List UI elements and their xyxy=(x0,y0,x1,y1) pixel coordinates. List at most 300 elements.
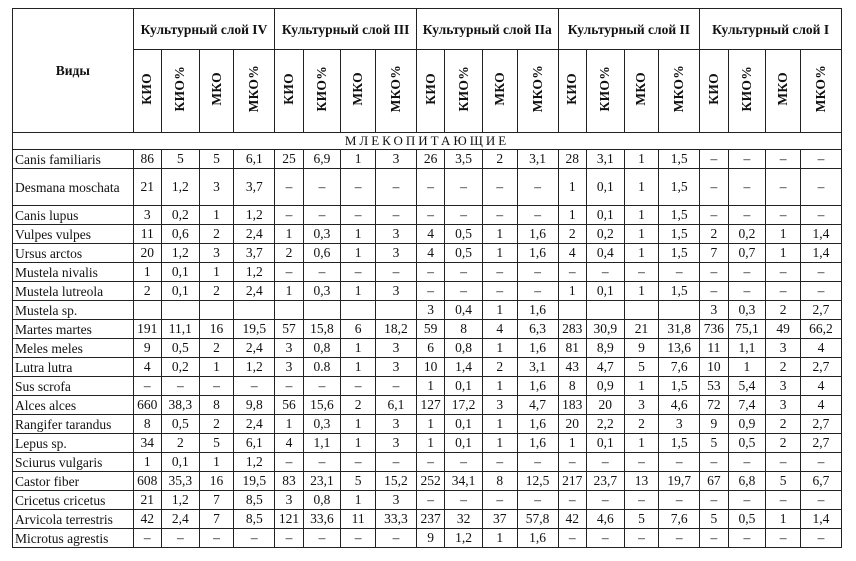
value-cell xyxy=(624,301,659,320)
value-cell: – xyxy=(766,169,801,206)
value-cell: 1 xyxy=(341,225,376,244)
value-cell: 2 xyxy=(483,358,518,377)
value-cell: – xyxy=(700,169,728,206)
value-cell: 8 xyxy=(483,472,518,491)
value-cell: – xyxy=(700,282,728,301)
value-cell: 1 xyxy=(483,225,518,244)
value-cell: 3 xyxy=(375,225,416,244)
value-cell xyxy=(659,301,700,320)
value-cell: 0,8 xyxy=(303,491,341,510)
value-cell: – xyxy=(341,263,376,282)
value-cell: – xyxy=(517,169,558,206)
value-cell: 19,5 xyxy=(234,320,275,339)
species-column-header: Виды xyxy=(13,9,134,133)
value-cell: 4,7 xyxy=(586,358,624,377)
value-cell: – xyxy=(445,491,483,510)
value-cell: 31,8 xyxy=(659,320,700,339)
value-cell: 1,5 xyxy=(659,169,700,206)
value-cell: 1,6 xyxy=(517,225,558,244)
value-cell: – xyxy=(133,529,161,548)
value-cell: 0,1 xyxy=(586,282,624,301)
value-cell: – xyxy=(275,377,303,396)
value-cell: – xyxy=(199,377,234,396)
value-cell: 7,6 xyxy=(659,510,700,529)
value-cell: 11,1 xyxy=(161,320,199,339)
value-cell: 4,7 xyxy=(517,396,558,415)
value-cell: 660 xyxy=(133,396,161,415)
value-cell: 34 xyxy=(133,434,161,453)
value-cell: 1 xyxy=(199,263,234,282)
value-cell: 1,5 xyxy=(659,244,700,263)
value-cell: 0,1 xyxy=(586,206,624,225)
value-cell: – xyxy=(558,491,586,510)
value-cell: – xyxy=(341,529,376,548)
value-cell: 1 xyxy=(199,453,234,472)
table-row xyxy=(13,491,842,510)
subcolumn-label: МКО% xyxy=(671,65,687,113)
value-cell: 8 xyxy=(558,377,586,396)
value-cell: 4 xyxy=(416,225,444,244)
value-cell: 34,1 xyxy=(445,472,483,491)
value-cell: 1 xyxy=(341,358,376,377)
value-cell: 1 xyxy=(275,225,303,244)
value-cell: 4 xyxy=(558,244,586,263)
value-cell: 5,4 xyxy=(728,377,766,396)
value-cell: 0,8 xyxy=(303,339,341,358)
value-cell: 1,2 xyxy=(445,529,483,548)
value-cell: 1 xyxy=(624,225,659,244)
value-cell xyxy=(275,301,303,320)
species-name: Lutra lutra xyxy=(13,358,134,377)
value-cell: 1 xyxy=(728,358,766,377)
value-cell: 4 xyxy=(800,339,841,358)
table-row xyxy=(13,339,842,358)
value-cell: – xyxy=(375,377,416,396)
value-cell: – xyxy=(728,169,766,206)
value-cell: – xyxy=(483,491,518,510)
value-cell: – xyxy=(275,206,303,225)
value-cell: – xyxy=(766,150,801,169)
value-cell: – xyxy=(341,206,376,225)
value-cell: 75,1 xyxy=(728,320,766,339)
table-row xyxy=(13,472,842,491)
section-row xyxy=(13,133,842,150)
value-cell: 20 xyxy=(558,415,586,434)
value-cell: 2 xyxy=(766,301,801,320)
value-cell: 7,4 xyxy=(728,396,766,415)
value-cell: 4,6 xyxy=(659,396,700,415)
value-cell: 2,7 xyxy=(800,434,841,453)
value-cell: 1,6 xyxy=(517,244,558,263)
subcolumn-header xyxy=(234,50,275,133)
species-name: Mustela lutreola xyxy=(13,282,134,301)
subcolumn-label: МКО% xyxy=(812,65,828,113)
value-cell: 2 xyxy=(199,415,234,434)
value-cell: 6,1 xyxy=(234,434,275,453)
value-cell: 8 xyxy=(199,396,234,415)
value-cell: – xyxy=(275,453,303,472)
table-row xyxy=(13,225,842,244)
value-cell: 0,2 xyxy=(161,358,199,377)
table-row xyxy=(13,301,842,320)
value-cell: 1 xyxy=(624,282,659,301)
layer-header-iii: Культурный слой III xyxy=(275,9,417,50)
value-cell: 2,7 xyxy=(800,358,841,377)
subcolumn-label: КИО xyxy=(280,73,296,105)
value-cell: 33,6 xyxy=(303,510,341,529)
value-cell: – xyxy=(517,282,558,301)
value-cell: 7 xyxy=(199,510,234,529)
value-cell: – xyxy=(659,263,700,282)
value-cell: – xyxy=(800,169,841,206)
value-cell: 59 xyxy=(416,320,444,339)
subcolumn-header xyxy=(517,50,558,133)
value-cell: 20 xyxy=(586,396,624,415)
value-cell: 0,1 xyxy=(161,263,199,282)
value-cell: – xyxy=(700,453,728,472)
value-cell: 15,2 xyxy=(375,472,416,491)
subcolumn-label: КИО% xyxy=(455,66,471,112)
value-cell: 4 xyxy=(416,244,444,263)
value-cell: 1,5 xyxy=(659,282,700,301)
species-name: Desmana moschata xyxy=(13,169,134,206)
value-cell: – xyxy=(624,529,659,548)
species-name: Canis familiaris xyxy=(13,150,134,169)
layer-header-ii: Культурный слой II xyxy=(558,9,700,50)
value-cell: 5 xyxy=(766,472,801,491)
value-cell: 127 xyxy=(416,396,444,415)
subcolumn-header xyxy=(558,50,586,133)
value-cell: 20 xyxy=(133,244,161,263)
value-cell: 1,2 xyxy=(234,263,275,282)
value-cell: 67 xyxy=(700,472,728,491)
value-cell: 3 xyxy=(700,301,728,320)
value-cell: 6,1 xyxy=(375,396,416,415)
value-cell: 3 xyxy=(375,434,416,453)
species-name: Vulpes vulpes xyxy=(13,225,134,244)
value-cell: – xyxy=(659,491,700,510)
value-cell: 0,1 xyxy=(586,434,624,453)
subcolumn-label: КИО% xyxy=(738,66,754,112)
value-cell: 1 xyxy=(483,529,518,548)
value-cell: 1,6 xyxy=(517,529,558,548)
value-cell: 191 xyxy=(133,320,161,339)
value-cell: 1 xyxy=(483,244,518,263)
value-cell: 3 xyxy=(375,339,416,358)
table-container xyxy=(12,8,842,548)
value-cell: – xyxy=(800,491,841,510)
species-name: Ursus arctos xyxy=(13,244,134,263)
table-row xyxy=(13,434,842,453)
species-name: Alces alces xyxy=(13,396,134,415)
value-cell: 1 xyxy=(275,415,303,434)
value-cell: 1 xyxy=(416,415,444,434)
value-cell: 3 xyxy=(199,244,234,263)
value-cell: 2 xyxy=(341,396,376,415)
value-cell: – xyxy=(341,169,376,206)
value-cell: – xyxy=(766,529,801,548)
value-cell: 49 xyxy=(766,320,801,339)
table-row xyxy=(13,282,842,301)
value-cell: 1,6 xyxy=(517,415,558,434)
layer-header-iia: Культурный слой IIа xyxy=(416,9,558,50)
value-cell: – xyxy=(800,150,841,169)
value-cell: 6,8 xyxy=(728,472,766,491)
value-cell: 1,6 xyxy=(517,339,558,358)
value-cell: 3 xyxy=(483,396,518,415)
species-name: Mustela sp. xyxy=(13,301,134,320)
value-cell: 0,1 xyxy=(161,282,199,301)
table-row xyxy=(13,396,842,415)
value-cell: 0,8 xyxy=(445,339,483,358)
value-cell: 9 xyxy=(133,339,161,358)
value-cell: – xyxy=(303,169,341,206)
value-cell: 2 xyxy=(161,434,199,453)
value-cell: – xyxy=(700,263,728,282)
value-cell: 2,7 xyxy=(800,415,841,434)
subcolumn-label: КИО% xyxy=(313,66,329,112)
value-cell: 37 xyxy=(483,510,518,529)
species-name: Meles meles xyxy=(13,339,134,358)
subcolumn-header xyxy=(766,50,801,133)
value-cell: 26 xyxy=(416,150,444,169)
value-cell: 32 xyxy=(445,510,483,529)
value-cell: 217 xyxy=(558,472,586,491)
subcolumn-label: КИО xyxy=(564,73,580,105)
layer-header-iv: Культурный слой IV xyxy=(133,9,275,50)
value-cell xyxy=(199,301,234,320)
table-row xyxy=(13,263,842,282)
value-cell: – xyxy=(416,453,444,472)
value-cell: 2 xyxy=(133,282,161,301)
table-row xyxy=(13,377,842,396)
value-cell: 121 xyxy=(275,510,303,529)
value-cell: 0,5 xyxy=(161,415,199,434)
value-cell: – xyxy=(766,206,801,225)
value-cell: 1,5 xyxy=(659,206,700,225)
value-cell: 1,2 xyxy=(161,491,199,510)
value-cell: 1 xyxy=(133,263,161,282)
value-cell: 4 xyxy=(800,377,841,396)
value-cell: – xyxy=(483,282,518,301)
value-cell: 1 xyxy=(624,169,659,206)
value-cell: 15,6 xyxy=(303,396,341,415)
value-cell: 9 xyxy=(700,415,728,434)
value-cell: 1 xyxy=(483,415,518,434)
value-cell: – xyxy=(303,263,341,282)
value-cell: 4,6 xyxy=(586,510,624,529)
value-cell: 3,1 xyxy=(517,150,558,169)
section-title: МЛЕКОПИТАЮЩИЕ xyxy=(13,133,842,150)
subcolumn-label: МКО xyxy=(633,72,649,106)
value-cell: 1 xyxy=(624,434,659,453)
value-cell: 1,6 xyxy=(517,377,558,396)
value-cell: 0,5 xyxy=(728,434,766,453)
value-cell: 23,1 xyxy=(303,472,341,491)
value-cell: – xyxy=(445,263,483,282)
value-cell: – xyxy=(483,206,518,225)
value-cell: 3 xyxy=(375,244,416,263)
subcolumn-label: МКО% xyxy=(387,65,403,113)
value-cell: 3 xyxy=(275,339,303,358)
species-name: Martes martes xyxy=(13,320,134,339)
value-cell: 13 xyxy=(624,472,659,491)
value-cell: 1 xyxy=(558,206,586,225)
value-cell: 1 xyxy=(199,206,234,225)
value-cell: 13,6 xyxy=(659,339,700,358)
value-cell: 1,5 xyxy=(659,434,700,453)
table-row xyxy=(13,415,842,434)
value-cell: 736 xyxy=(700,320,728,339)
subcolumn-label: МКО xyxy=(208,72,224,106)
value-cell: 33,3 xyxy=(375,510,416,529)
value-cell: 1 xyxy=(416,434,444,453)
value-cell: 12,5 xyxy=(517,472,558,491)
value-cell: – xyxy=(800,206,841,225)
value-cell: 8,5 xyxy=(234,491,275,510)
value-cell xyxy=(341,301,376,320)
value-cell: 19,5 xyxy=(234,472,275,491)
value-cell: 3 xyxy=(766,377,801,396)
value-cell: 10 xyxy=(700,358,728,377)
value-cell: 3 xyxy=(375,150,416,169)
value-cell: – xyxy=(728,529,766,548)
species-name: Mustela nivalis xyxy=(13,263,134,282)
value-cell: 0,1 xyxy=(445,377,483,396)
value-cell xyxy=(558,301,586,320)
value-cell: 0,1 xyxy=(161,453,199,472)
value-cell: 0,1 xyxy=(445,415,483,434)
subcolumn-header xyxy=(728,50,766,133)
value-cell: 6 xyxy=(416,339,444,358)
value-cell: 2,4 xyxy=(234,339,275,358)
value-cell: 2 xyxy=(199,225,234,244)
value-cell: – xyxy=(483,453,518,472)
value-cell: – xyxy=(445,282,483,301)
value-cell: – xyxy=(766,282,801,301)
value-cell: 1,6 xyxy=(517,434,558,453)
value-cell: 8 xyxy=(445,320,483,339)
subcolumn-header xyxy=(445,50,483,133)
value-cell: 5 xyxy=(700,434,728,453)
value-cell: 8 xyxy=(133,415,161,434)
value-cell: 2,4 xyxy=(234,282,275,301)
value-cell: – xyxy=(766,453,801,472)
value-cell: 0,6 xyxy=(303,244,341,263)
value-cell: 6,9 xyxy=(303,150,341,169)
value-cell: 4 xyxy=(483,320,518,339)
value-cell: 2 xyxy=(624,415,659,434)
value-cell: 0,7 xyxy=(728,244,766,263)
value-cell: 1,1 xyxy=(728,339,766,358)
value-cell: 21 xyxy=(624,320,659,339)
value-cell xyxy=(586,301,624,320)
value-cell: – xyxy=(659,453,700,472)
subcolumn-header xyxy=(624,50,659,133)
value-cell xyxy=(133,301,161,320)
value-cell: – xyxy=(234,377,275,396)
value-cell: 0,2 xyxy=(728,225,766,244)
value-cell: – xyxy=(161,377,199,396)
species-name: Sus scrofa xyxy=(13,377,134,396)
value-cell: 11 xyxy=(341,510,376,529)
value-cell: – xyxy=(624,491,659,510)
value-cell: 4 xyxy=(133,358,161,377)
value-cell: – xyxy=(416,206,444,225)
value-cell: 183 xyxy=(558,396,586,415)
value-cell: 4 xyxy=(800,396,841,415)
value-cell: 6,3 xyxy=(517,320,558,339)
value-cell: – xyxy=(416,491,444,510)
value-cell: 6,1 xyxy=(234,150,275,169)
subcolumn-header xyxy=(483,50,518,133)
value-cell: 2 xyxy=(483,150,518,169)
value-cell: – xyxy=(375,263,416,282)
value-cell: – xyxy=(700,491,728,510)
subcolumn-header xyxy=(199,50,234,133)
value-cell: 1 xyxy=(558,282,586,301)
value-cell: 19,7 xyxy=(659,472,700,491)
value-cell: – xyxy=(375,453,416,472)
value-cell: 0,9 xyxy=(728,415,766,434)
value-cell: 0,1 xyxy=(586,169,624,206)
value-cell: 2 xyxy=(766,434,801,453)
value-cell: 0,9 xyxy=(586,377,624,396)
value-cell: 3 xyxy=(659,415,700,434)
value-cell: – xyxy=(586,491,624,510)
subcolumn-header xyxy=(161,50,199,133)
value-cell: – xyxy=(659,529,700,548)
value-cell: – xyxy=(800,453,841,472)
value-cell: 3 xyxy=(766,396,801,415)
value-cell: 1 xyxy=(483,434,518,453)
value-cell: 608 xyxy=(133,472,161,491)
value-cell: 2 xyxy=(199,282,234,301)
species-name: Arvicola terrestris xyxy=(13,510,134,529)
table-row xyxy=(13,320,842,339)
value-cell: 1,1 xyxy=(303,434,341,453)
value-cell: 3 xyxy=(275,491,303,510)
table-row xyxy=(13,529,842,548)
value-cell: 30,9 xyxy=(586,320,624,339)
subcolumn-header xyxy=(659,50,700,133)
table-row xyxy=(13,244,842,263)
subcolumn-header xyxy=(275,50,303,133)
value-cell: 7,6 xyxy=(659,358,700,377)
value-cell: 21 xyxy=(133,169,161,206)
species-name: Canis lupus xyxy=(13,206,134,225)
value-cell: 1,5 xyxy=(659,377,700,396)
subcolumn-header xyxy=(133,50,161,133)
value-cell: – xyxy=(700,206,728,225)
value-cell: 28 xyxy=(558,150,586,169)
value-cell: 17,2 xyxy=(445,396,483,415)
value-cell: 1,2 xyxy=(234,206,275,225)
subcolumn-header xyxy=(341,50,376,133)
species-name: Castor fiber xyxy=(13,472,134,491)
value-cell: – xyxy=(133,377,161,396)
value-cell: 21 xyxy=(133,491,161,510)
value-cell: 3,7 xyxy=(234,169,275,206)
value-cell: 1 xyxy=(766,244,801,263)
value-cell: – xyxy=(303,529,341,548)
value-cell: – xyxy=(303,453,341,472)
value-cell: 0,3 xyxy=(303,415,341,434)
value-cell: 1,4 xyxy=(800,225,841,244)
value-cell: 35,3 xyxy=(161,472,199,491)
value-cell: 86 xyxy=(133,150,161,169)
value-cell: 0,5 xyxy=(161,339,199,358)
